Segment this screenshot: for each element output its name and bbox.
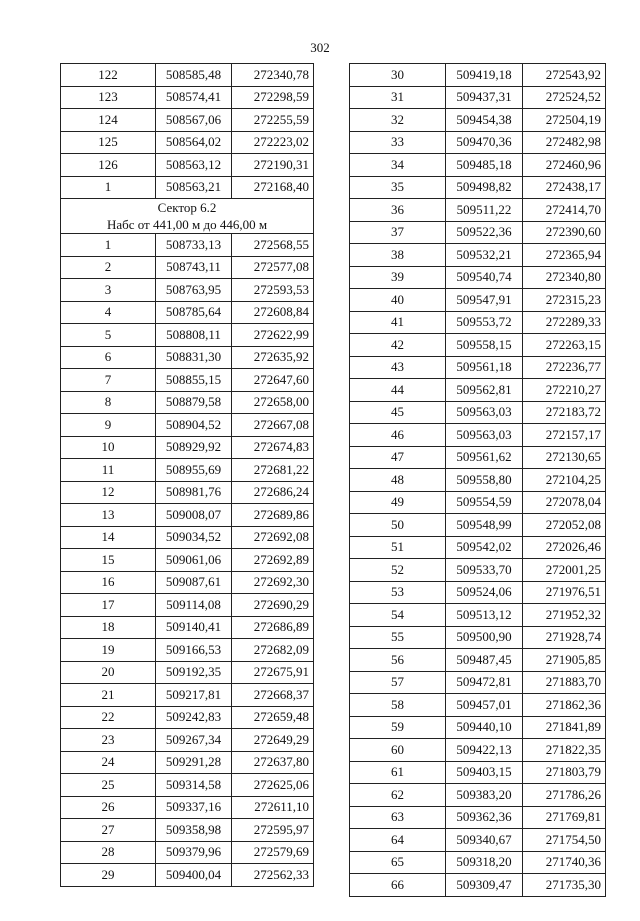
point-number-cell: 26 bbox=[61, 796, 156, 819]
point-number-cell: 21 bbox=[61, 684, 156, 707]
y-coordinate-cell: 271740,36 bbox=[523, 851, 606, 874]
x-coordinate-cell: 509558,80 bbox=[446, 469, 523, 492]
y-coordinate-cell: 272190,31 bbox=[232, 154, 314, 177]
y-coordinate-cell: 272524,52 bbox=[523, 86, 606, 109]
point-number-cell: 30 bbox=[350, 64, 446, 87]
x-coordinate-cell: 509562,81 bbox=[446, 379, 523, 402]
point-number-cell: 42 bbox=[350, 334, 446, 357]
x-coordinate-cell: 509358,98 bbox=[156, 819, 232, 842]
table-row bbox=[350, 424, 606, 447]
table-row bbox=[61, 109, 314, 132]
table-row bbox=[350, 199, 606, 222]
x-coordinate-cell: 509340,67 bbox=[446, 829, 523, 852]
table-row bbox=[350, 401, 606, 424]
table-row bbox=[61, 594, 314, 617]
table-row bbox=[350, 86, 606, 109]
x-coordinate-cell: 508733,13 bbox=[156, 234, 232, 257]
point-number-cell: 29 bbox=[61, 864, 156, 887]
x-coordinate-cell: 509291,28 bbox=[156, 751, 232, 774]
point-number-cell: 3 bbox=[61, 279, 156, 302]
table-row bbox=[350, 604, 606, 627]
table-row bbox=[61, 841, 314, 864]
point-number-cell: 1 bbox=[61, 234, 156, 257]
x-coordinate-cell: 509457,01 bbox=[446, 694, 523, 717]
point-number-cell: 23 bbox=[61, 729, 156, 752]
x-coordinate-cell: 508563,21 bbox=[156, 176, 232, 199]
table-row bbox=[350, 536, 606, 559]
x-coordinate-cell: 509485,18 bbox=[446, 154, 523, 177]
y-coordinate-cell: 272692,89 bbox=[232, 549, 314, 572]
x-coordinate-cell: 508564,02 bbox=[156, 131, 232, 154]
y-coordinate-cell: 272104,25 bbox=[523, 469, 606, 492]
y-coordinate-cell: 271735,30 bbox=[523, 874, 606, 897]
point-number-cell: 52 bbox=[350, 559, 446, 582]
x-coordinate-cell: 509554,59 bbox=[446, 491, 523, 514]
point-number-cell: 59 bbox=[350, 716, 446, 739]
point-number-cell: 19 bbox=[61, 639, 156, 662]
table-row bbox=[350, 874, 606, 897]
x-coordinate-cell: 509513,12 bbox=[446, 604, 523, 627]
point-number-cell: 10 bbox=[61, 436, 156, 459]
y-coordinate-cell: 271976,51 bbox=[523, 581, 606, 604]
point-number-cell: 12 bbox=[61, 481, 156, 504]
y-coordinate-cell: 272608,84 bbox=[232, 301, 314, 324]
y-coordinate-cell: 272543,92 bbox=[523, 64, 606, 87]
y-coordinate-cell: 272157,17 bbox=[523, 424, 606, 447]
point-number-cell: 24 bbox=[61, 751, 156, 774]
table-row bbox=[350, 694, 606, 717]
table-row bbox=[350, 446, 606, 469]
x-coordinate-cell: 508585,48 bbox=[156, 64, 232, 87]
x-coordinate-cell: 509563,03 bbox=[446, 424, 523, 447]
x-coordinate-cell: 509379,96 bbox=[156, 841, 232, 864]
y-coordinate-cell: 272460,96 bbox=[523, 154, 606, 177]
table-row bbox=[61, 154, 314, 177]
y-coordinate-cell: 272595,97 bbox=[232, 819, 314, 842]
table-row bbox=[350, 289, 606, 312]
x-coordinate-cell: 509470,36 bbox=[446, 131, 523, 154]
y-coordinate-cell: 272414,70 bbox=[523, 199, 606, 222]
coordinates-table-right-body bbox=[350, 64, 606, 897]
y-coordinate-cell: 272686,89 bbox=[232, 616, 314, 639]
table-row bbox=[61, 751, 314, 774]
point-number-cell: 31 bbox=[350, 86, 446, 109]
x-coordinate-cell: 509524,06 bbox=[446, 581, 523, 604]
table-row bbox=[61, 176, 314, 199]
x-coordinate-cell: 508808,11 bbox=[156, 324, 232, 347]
coordinates-table-left bbox=[60, 63, 314, 887]
x-coordinate-cell: 509034,52 bbox=[156, 526, 232, 549]
y-coordinate-cell: 272390,60 bbox=[523, 221, 606, 244]
x-coordinate-cell: 509309,47 bbox=[446, 874, 523, 897]
x-coordinate-cell: 509487,45 bbox=[446, 649, 523, 672]
table-row bbox=[61, 234, 314, 257]
x-coordinate-cell: 508929,92 bbox=[156, 436, 232, 459]
x-coordinate-cell: 508879,58 bbox=[156, 391, 232, 414]
point-number-cell: 44 bbox=[350, 379, 446, 402]
y-coordinate-cell: 272635,92 bbox=[232, 346, 314, 369]
point-number-cell: 45 bbox=[350, 401, 446, 424]
point-number-cell: 6 bbox=[61, 346, 156, 369]
point-number-cell: 35 bbox=[350, 176, 446, 199]
table-row bbox=[61, 414, 314, 437]
x-coordinate-cell: 509561,18 bbox=[446, 356, 523, 379]
x-coordinate-cell: 509383,20 bbox=[446, 784, 523, 807]
y-coordinate-cell: 272210,27 bbox=[523, 379, 606, 402]
point-number-cell: 60 bbox=[350, 739, 446, 762]
y-coordinate-cell: 272315,23 bbox=[523, 289, 606, 312]
x-coordinate-cell: 509498,82 bbox=[446, 176, 523, 199]
point-number-cell: 123 bbox=[61, 86, 156, 109]
table-row bbox=[61, 279, 314, 302]
x-coordinate-cell: 509422,13 bbox=[446, 739, 523, 762]
point-number-cell: 20 bbox=[61, 661, 156, 684]
y-coordinate-cell: 271822,35 bbox=[523, 739, 606, 762]
point-number-cell: 122 bbox=[61, 64, 156, 87]
table-row bbox=[61, 481, 314, 504]
y-coordinate-cell: 272659,48 bbox=[232, 706, 314, 729]
table-row bbox=[350, 469, 606, 492]
point-number-cell: 33 bbox=[350, 131, 446, 154]
x-coordinate-cell: 508831,30 bbox=[156, 346, 232, 369]
y-coordinate-cell: 272289,33 bbox=[523, 311, 606, 334]
y-coordinate-cell: 272579,69 bbox=[232, 841, 314, 864]
point-number-cell: 46 bbox=[350, 424, 446, 447]
y-coordinate-cell: 272681,22 bbox=[232, 459, 314, 482]
table-row bbox=[350, 851, 606, 874]
table-row bbox=[61, 616, 314, 639]
table-row bbox=[61, 684, 314, 707]
table-row bbox=[61, 459, 314, 482]
table-row bbox=[61, 346, 314, 369]
x-coordinate-cell: 509362,36 bbox=[446, 806, 523, 829]
x-coordinate-cell: 509553,72 bbox=[446, 311, 523, 334]
y-coordinate-cell: 272686,24 bbox=[232, 481, 314, 504]
point-number-cell: 14 bbox=[61, 526, 156, 549]
x-coordinate-cell: 509114,08 bbox=[156, 594, 232, 617]
y-coordinate-cell: 272026,46 bbox=[523, 536, 606, 559]
y-coordinate-cell: 272674,83 bbox=[232, 436, 314, 459]
y-coordinate-cell: 271883,70 bbox=[523, 671, 606, 694]
section-header bbox=[61, 199, 314, 234]
table-row bbox=[61, 324, 314, 347]
table-row bbox=[61, 64, 314, 87]
y-coordinate-cell: 272340,78 bbox=[232, 64, 314, 87]
y-coordinate-cell: 272223,02 bbox=[232, 131, 314, 154]
y-coordinate-cell: 271769,81 bbox=[523, 806, 606, 829]
y-coordinate-cell: 272622,99 bbox=[232, 324, 314, 347]
y-coordinate-cell: 271862,36 bbox=[523, 694, 606, 717]
point-number-cell: 7 bbox=[61, 369, 156, 392]
y-coordinate-cell: 271803,79 bbox=[523, 761, 606, 784]
x-coordinate-cell: 508904,52 bbox=[156, 414, 232, 437]
table-row bbox=[350, 334, 606, 357]
x-coordinate-cell: 508955,69 bbox=[156, 459, 232, 482]
y-coordinate-cell: 272482,98 bbox=[523, 131, 606, 154]
x-coordinate-cell: 509087,61 bbox=[156, 571, 232, 594]
point-number-cell: 28 bbox=[61, 841, 156, 864]
x-coordinate-cell: 509314,58 bbox=[156, 774, 232, 797]
y-coordinate-cell: 272675,91 bbox=[232, 661, 314, 684]
table-row bbox=[350, 806, 606, 829]
table-row bbox=[350, 64, 606, 87]
point-number-cell: 18 bbox=[61, 616, 156, 639]
table-row bbox=[61, 391, 314, 414]
x-coordinate-cell: 508981,76 bbox=[156, 481, 232, 504]
y-coordinate-cell: 272340,80 bbox=[523, 266, 606, 289]
x-coordinate-cell: 509337,16 bbox=[156, 796, 232, 819]
x-coordinate-cell: 509440,10 bbox=[446, 716, 523, 739]
point-number-cell: 56 bbox=[350, 649, 446, 672]
coordinates-table-left-body bbox=[61, 64, 314, 887]
y-coordinate-cell: 271841,89 bbox=[523, 716, 606, 739]
table-row bbox=[61, 729, 314, 752]
point-number-cell: 27 bbox=[61, 819, 156, 842]
table-row bbox=[61, 796, 314, 819]
x-coordinate-cell: 509532,21 bbox=[446, 244, 523, 267]
point-number-cell: 55 bbox=[350, 626, 446, 649]
x-coordinate-cell: 509008,07 bbox=[156, 504, 232, 527]
page-number: 302 bbox=[310, 40, 330, 55]
y-coordinate-cell: 272052,08 bbox=[523, 514, 606, 537]
table-row bbox=[350, 784, 606, 807]
table-row bbox=[350, 266, 606, 289]
y-coordinate-cell: 272236,77 bbox=[523, 356, 606, 379]
x-coordinate-cell: 509061,06 bbox=[156, 549, 232, 572]
y-coordinate-cell: 272637,80 bbox=[232, 751, 314, 774]
point-number-cell: 38 bbox=[350, 244, 446, 267]
point-number-cell: 15 bbox=[61, 549, 156, 572]
point-number-cell: 47 bbox=[350, 446, 446, 469]
x-coordinate-cell: 509454,38 bbox=[446, 109, 523, 132]
x-coordinate-cell: 509542,02 bbox=[446, 536, 523, 559]
y-coordinate-cell: 272647,60 bbox=[232, 369, 314, 392]
point-number-cell: 39 bbox=[350, 266, 446, 289]
table-row bbox=[350, 176, 606, 199]
section-subtitle: Набс от 441,00 м до 446,00 м bbox=[106, 217, 268, 232]
section-title: Сектор 6.2 bbox=[157, 200, 217, 215]
table-row bbox=[61, 86, 314, 109]
point-number-cell: 32 bbox=[350, 109, 446, 132]
point-number-cell: 41 bbox=[350, 311, 446, 334]
y-coordinate-cell: 272365,94 bbox=[523, 244, 606, 267]
y-coordinate-cell: 272001,25 bbox=[523, 559, 606, 582]
table-row bbox=[350, 626, 606, 649]
y-coordinate-cell: 272611,10 bbox=[232, 796, 314, 819]
y-coordinate-cell: 272690,29 bbox=[232, 594, 314, 617]
y-coordinate-cell: 272692,08 bbox=[232, 526, 314, 549]
table-row bbox=[350, 829, 606, 852]
y-coordinate-cell: 271905,85 bbox=[523, 649, 606, 672]
table-row bbox=[61, 639, 314, 662]
point-number-cell: 11 bbox=[61, 459, 156, 482]
x-coordinate-cell: 508855,15 bbox=[156, 369, 232, 392]
table-row bbox=[350, 649, 606, 672]
point-number-cell: 43 bbox=[350, 356, 446, 379]
x-coordinate-cell: 509267,34 bbox=[156, 729, 232, 752]
y-coordinate-cell: 272682,09 bbox=[232, 639, 314, 662]
y-coordinate-cell: 272668,37 bbox=[232, 684, 314, 707]
y-coordinate-cell: 272078,04 bbox=[523, 491, 606, 514]
table-row bbox=[61, 864, 314, 887]
point-number-cell: 126 bbox=[61, 154, 156, 177]
y-coordinate-cell: 272263,15 bbox=[523, 334, 606, 357]
point-number-cell: 48 bbox=[350, 469, 446, 492]
x-coordinate-cell: 509548,99 bbox=[446, 514, 523, 537]
point-number-cell: 61 bbox=[350, 761, 446, 784]
point-number-cell: 16 bbox=[61, 571, 156, 594]
y-coordinate-cell: 272625,06 bbox=[232, 774, 314, 797]
table-row bbox=[61, 256, 314, 279]
point-number-cell: 65 bbox=[350, 851, 446, 874]
y-coordinate-cell: 272577,08 bbox=[232, 256, 314, 279]
x-coordinate-cell: 509558,15 bbox=[446, 334, 523, 357]
x-coordinate-cell: 509561,62 bbox=[446, 446, 523, 469]
table-row bbox=[61, 301, 314, 324]
point-number-cell: 66 bbox=[350, 874, 446, 897]
x-coordinate-cell: 508743,11 bbox=[156, 256, 232, 279]
x-coordinate-cell: 509511,22 bbox=[446, 199, 523, 222]
table-row bbox=[61, 369, 314, 392]
x-coordinate-cell: 509419,18 bbox=[446, 64, 523, 87]
y-coordinate-cell: 272568,55 bbox=[232, 234, 314, 257]
table-row bbox=[61, 436, 314, 459]
point-number-cell: 2 bbox=[61, 256, 156, 279]
x-coordinate-cell: 509533,70 bbox=[446, 559, 523, 582]
point-number-cell: 1 bbox=[61, 176, 156, 199]
point-number-cell: 17 bbox=[61, 594, 156, 617]
x-coordinate-cell: 508574,41 bbox=[156, 86, 232, 109]
table-row bbox=[61, 504, 314, 527]
point-number-cell: 53 bbox=[350, 581, 446, 604]
point-number-cell: 57 bbox=[350, 671, 446, 694]
y-coordinate-cell: 272692,30 bbox=[232, 571, 314, 594]
table-row bbox=[350, 491, 606, 514]
point-number-cell: 9 bbox=[61, 414, 156, 437]
x-coordinate-cell: 509563,03 bbox=[446, 401, 523, 424]
table-row bbox=[350, 559, 606, 582]
table-row bbox=[350, 514, 606, 537]
y-coordinate-cell: 272658,00 bbox=[232, 391, 314, 414]
x-coordinate-cell: 508763,95 bbox=[156, 279, 232, 302]
x-coordinate-cell: 508563,12 bbox=[156, 154, 232, 177]
x-coordinate-cell: 508567,06 bbox=[156, 109, 232, 132]
point-number-cell: 64 bbox=[350, 829, 446, 852]
point-number-cell: 4 bbox=[61, 301, 156, 324]
y-coordinate-cell: 272562,33 bbox=[232, 864, 314, 887]
point-number-cell: 25 bbox=[61, 774, 156, 797]
point-number-cell: 63 bbox=[350, 806, 446, 829]
section-header-row bbox=[61, 199, 314, 234]
table-row bbox=[61, 819, 314, 842]
y-coordinate-cell: 271754,50 bbox=[523, 829, 606, 852]
y-coordinate-cell: 272593,53 bbox=[232, 279, 314, 302]
y-coordinate-cell: 272649,29 bbox=[232, 729, 314, 752]
x-coordinate-cell: 509217,81 bbox=[156, 684, 232, 707]
y-coordinate-cell: 272255,59 bbox=[232, 109, 314, 132]
point-number-cell: 62 bbox=[350, 784, 446, 807]
x-coordinate-cell: 509242,83 bbox=[156, 706, 232, 729]
point-number-cell: 40 bbox=[350, 289, 446, 312]
y-coordinate-cell: 272183,72 bbox=[523, 401, 606, 424]
point-number-cell: 49 bbox=[350, 491, 446, 514]
y-coordinate-cell: 272298,59 bbox=[232, 86, 314, 109]
point-number-cell: 13 bbox=[61, 504, 156, 527]
table-row bbox=[350, 761, 606, 784]
y-coordinate-cell: 272689,86 bbox=[232, 504, 314, 527]
point-number-cell: 37 bbox=[350, 221, 446, 244]
y-coordinate-cell: 272130,65 bbox=[523, 446, 606, 469]
table-row bbox=[350, 131, 606, 154]
table-row bbox=[350, 716, 606, 739]
table-row bbox=[61, 526, 314, 549]
table-row bbox=[350, 671, 606, 694]
table-row bbox=[350, 244, 606, 267]
y-coordinate-cell: 272667,08 bbox=[232, 414, 314, 437]
table-row bbox=[350, 379, 606, 402]
table-row bbox=[350, 739, 606, 762]
table-row bbox=[350, 311, 606, 334]
coordinates-table-right bbox=[349, 63, 606, 897]
table-row bbox=[61, 549, 314, 572]
table-row bbox=[61, 706, 314, 729]
table-row bbox=[350, 356, 606, 379]
point-number-cell: 34 bbox=[350, 154, 446, 177]
point-number-cell: 5 bbox=[61, 324, 156, 347]
x-coordinate-cell: 509400,04 bbox=[156, 864, 232, 887]
point-number-cell: 36 bbox=[350, 199, 446, 222]
point-number-cell: 22 bbox=[61, 706, 156, 729]
y-coordinate-cell: 272438,17 bbox=[523, 176, 606, 199]
table-row bbox=[61, 774, 314, 797]
table-row bbox=[61, 571, 314, 594]
x-coordinate-cell: 509540,74 bbox=[446, 266, 523, 289]
y-coordinate-cell: 271928,74 bbox=[523, 626, 606, 649]
table-row bbox=[350, 154, 606, 177]
table-row bbox=[61, 661, 314, 684]
table-row bbox=[350, 109, 606, 132]
y-coordinate-cell: 272504,19 bbox=[523, 109, 606, 132]
x-coordinate-cell: 509500,90 bbox=[446, 626, 523, 649]
x-coordinate-cell: 509192,35 bbox=[156, 661, 232, 684]
x-coordinate-cell: 508785,64 bbox=[156, 301, 232, 324]
point-number-cell: 51 bbox=[350, 536, 446, 559]
point-number-cell: 125 bbox=[61, 131, 156, 154]
y-coordinate-cell: 271786,26 bbox=[523, 784, 606, 807]
x-coordinate-cell: 509522,36 bbox=[446, 221, 523, 244]
x-coordinate-cell: 509437,31 bbox=[446, 86, 523, 109]
x-coordinate-cell: 509318,20 bbox=[446, 851, 523, 874]
x-coordinate-cell: 509166,53 bbox=[156, 639, 232, 662]
x-coordinate-cell: 509403,15 bbox=[446, 761, 523, 784]
table-row bbox=[350, 221, 606, 244]
point-number-cell: 8 bbox=[61, 391, 156, 414]
point-number-cell: 124 bbox=[61, 109, 156, 132]
x-coordinate-cell: 509547,91 bbox=[446, 289, 523, 312]
point-number-cell: 54 bbox=[350, 604, 446, 627]
y-coordinate-cell: 271952,32 bbox=[523, 604, 606, 627]
y-coordinate-cell: 272168,40 bbox=[232, 176, 314, 199]
table-row bbox=[61, 131, 314, 154]
x-coordinate-cell: 509140,41 bbox=[156, 616, 232, 639]
x-coordinate-cell: 509472,81 bbox=[446, 671, 523, 694]
table-row bbox=[350, 581, 606, 604]
point-number-cell: 58 bbox=[350, 694, 446, 717]
point-number-cell: 50 bbox=[350, 514, 446, 537]
